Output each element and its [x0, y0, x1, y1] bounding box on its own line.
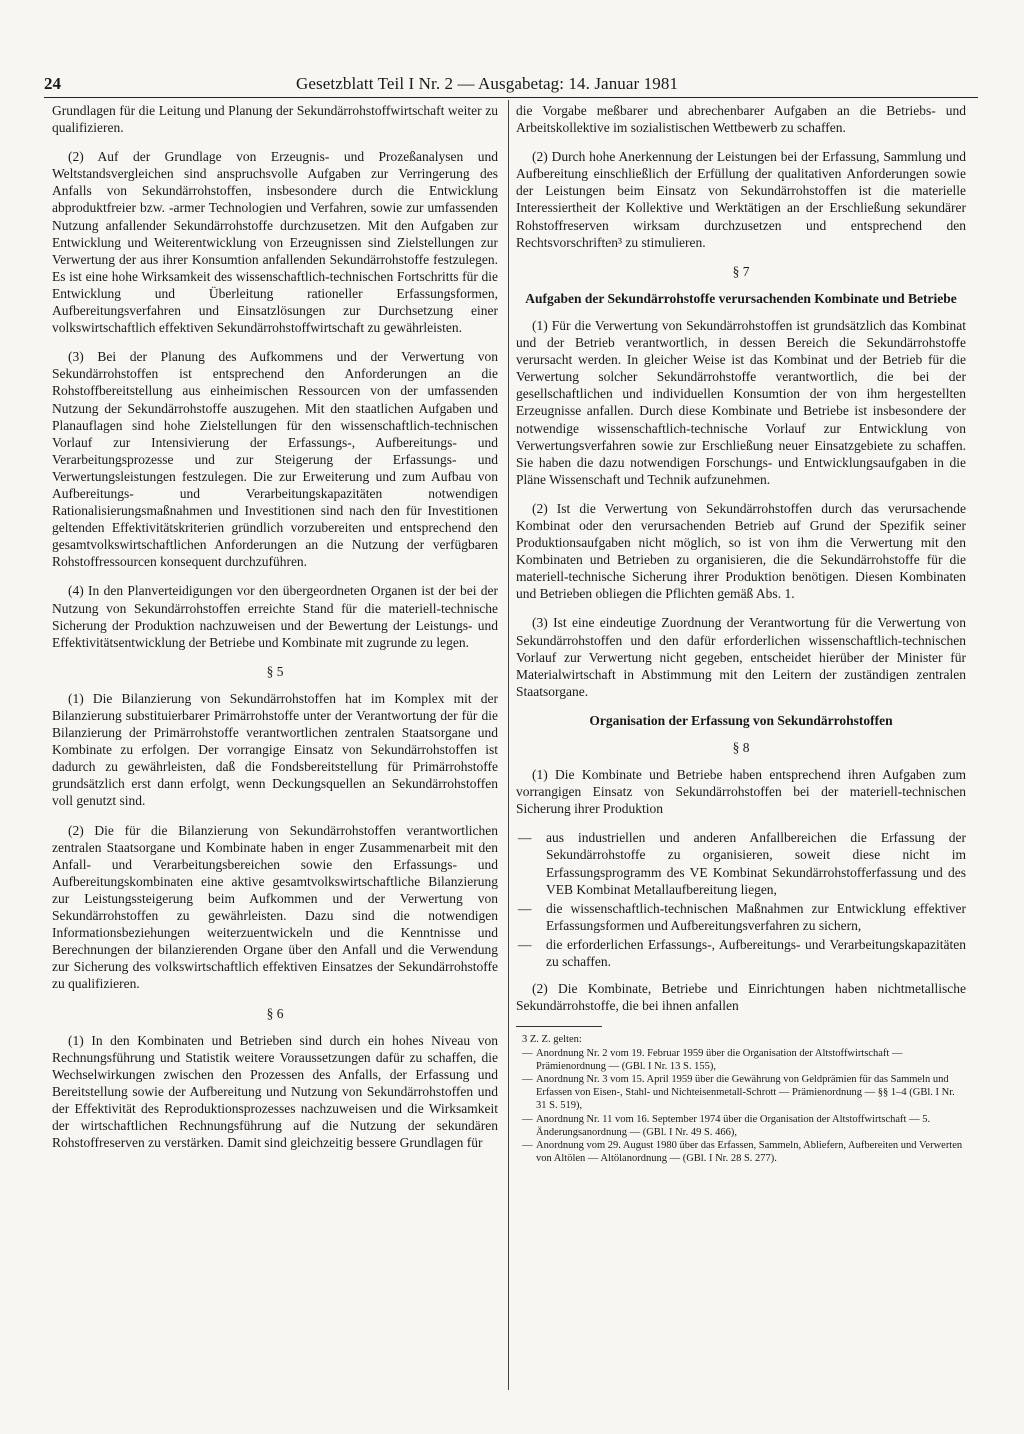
paragraph: (1) In den Kombinaten und Betrieben sind durch ein hohes Niveau von Rechnungsführung und Statistik weitere Voraussetzungen dafür zu schaffen, die Wechselwirkungen zwischen den Prozessen des Anfalls, der Erfassung und Bereitstellung sowie der Aufbereitung und Nutzung von Sekundärrohstoffen und der Effektivität des Reproduktionsprozesses nachzuweisen und die Wirksamkeit der wirtschaftlichen Rechnungsführung auf die Nutzung der sekundären Rohstoffreserven zu verstärken. Damit sind gleichzeitig bessere Grundlagen für: [52, 1032, 498, 1151]
footnote-text: Anordnung vom 29. August 1980 über das Erfassen, Sammeln, Abliefern, Aufbereiten und Verwerten von Altölen — Altölanordnung — (GBl. I Nr. 28 S. 277).: [536, 1139, 963, 1165]
footnotes: [516, 1033, 966, 1165]
dash-list: [516, 829, 966, 970]
paragraph: Grundlagen für die Leitung und Planung der Sekundärrohstoffwirtschaft weiter zu qualifizieren.: [52, 103, 498, 136]
page-header: [44, 74, 978, 98]
paragraph: (2) Durch hohe Anerkennung der Leistungen bei der Erfassung, Sammlung und Aufbereitung einschließlich der Erfüllung der qualitativen Anforderungen sowie der Leistungen beim Einsatz von Sekundärrohstoffen ist die materielle Interessiertheit der Kollektive und Werktätigen an der Erschließung sekundärer Rohstoffreserven wirksam durchzusetzen und entsprechend den Rechtsvorschriften³ zu stimulieren.: [516, 149, 966, 250]
section-heading-6: § 6: [266, 1005, 284, 1021]
footnote-text: Anordnung Nr. 3 vom 15. April 1959 über die Gewährung von Geldprämien für das Sammeln und Erfassen von Eisen-, Stahl- und Nichteisenmetall-Schrott — Prämienordnung — §§ 1–4 (GBl. I Nr. 31 S. 519),: [536, 1073, 955, 1112]
paragraph: (2) Die für die Bilanzierung von Sekundärrohstoffen verantwortlichen zentralen Staatsorgane und Kombinate haben in enger Zusammenarbeit mit den Anfall- und Verarbeitungsbereichen sowie den Erfassungs- und Aufbereitungskombinaten eine aktive gesamtvolkswirtschaftliche Bilanzierung zur Leistungssteigerung beim Aufkommen und der Verwertung von Sekundärrohstoffen zu gewährleisten. Dazu sind die notwendigen Informationsbeziehungen weiterzuentwickeln und die Kenntnisse und Berechnungen der bilanzierenden Organe über den Anfall und die Verwendung zur Sicherung des volkswirtschaftlich effektiven Einsatzes der Sekundärrohstoffe zu qualifizieren.: [52, 822, 498, 992]
left-column: [52, 102, 498, 1163]
footnote-item: [516, 1047, 966, 1073]
footnote-heading: 3 Z. Z. gelten:: [522, 1034, 582, 1046]
footnote-item: [516, 1113, 966, 1139]
paragraph: (2) Die Kombinate, Betriebe und Einrichtungen haben nichtmetallische Sekundärrohstoffe, die bei ihnen anfallen: [516, 981, 966, 1014]
footnote-rule: [516, 1026, 602, 1027]
header-rule: [44, 97, 978, 98]
dash-bullet: —: [518, 936, 532, 952]
dash-bullet: —: [522, 1113, 533, 1125]
paragraph: (2) Ist die Verwertung von Sekundärrohstoffen durch das verursachende Kombinat oder den verursachenden Betrieb auf Grund der Spezifik seiner Produktionsaufgaben nicht möglich, so ist von ihm die Verwertung mit den Kombinaten und Betrieben zu organisieren, die die Sekundärrohstoffe für die materiell-technische Sicherung ihrer Produktion benötigen. Diesen Kombinaten und Betrieben obliegen die Pflichten gemäß Abs. 1.: [516, 500, 966, 602]
list-item: [516, 829, 966, 897]
right-column: [516, 102, 966, 1165]
section-heading-7: § 7: [732, 263, 750, 279]
dash-bullet: —: [522, 1139, 533, 1151]
list-item-text: aus industriellen und anderen Anfallbereichen die Erfassung der Sekundärrohstoffe zu organisieren, soweit diese nicht im Erfassungsprogramm des VE Kombinat Sekundärrohstofferfassung und des VEB Kombinat Metallaufbereitung liegen,: [546, 830, 966, 897]
footnote-text: Anordnung Nr. 2 vom 19. Februar 1959 über die Organisation der Altstoffwirtschaft — Prämienordnung — (GBl. I Nr. 13 S. 155),: [536, 1047, 903, 1072]
section-heading-8: § 8: [732, 740, 750, 755]
running-title: Gesetzblatt Teil I Nr. 2 — Ausgabetag: 14. Januar 1981: [296, 74, 679, 93]
paragraph: (3) Bei der Planung des Aufkommens und der Verwertung von Sekundärrohstoffen ist entsprechend den Anforderungen an die Rohstoffbereitstellung aus einheimischen Ressourcen von der umfassenden Nutzung der Sekundärrohstoffe auszugehen. Mit den staatlichen Aufgaben und Planauflagen sind hohe Zielstellungen für den wissenschaftlich-technischen Vorlauf zur Intensivierung der Erfassungs-, Aufbereitungs- und Verarbeitungsprozesse und zur Steigerung der Erfassungs- und Verwertungsleistungen festzulegen. Die zur Erweiterung und zum Aufbau von Aufbereitungs- und Verarbeitungskapazitäten notwendigen Rationalisierungsmaßnahmen und Investitionen sind nach den für Investitionen geltenden Effektivitätskriterien gründlich vorzubereiten und entsprechend den gesamtvolkswirtschaftlichen Anforderungen an die Nutzung der verfügbaren Rohstoffressourcen konsequent durchzuführen.: [52, 349, 498, 570]
dash-bullet: —: [522, 1047, 533, 1059]
paragraph: (4) In den Planverteidigungen vor den übergeordneten Organen ist der bei der Nutzung von Sekundärrohstoffen erreichte Stand für die materiell-technische Sicherung der Produktion nachzuweisen und der Bewertung der Leistungs- und Effektivitätsentwicklung der Betriebe und Kombinate mit zugrunde zu legen.: [52, 583, 498, 650]
paragraph: die Vorgabe meßbarer und abrechenbarer Aufgaben an die Betriebs- und Arbeitskollektive im sozialistischen Wettbewerb zu schaffen.: [516, 103, 966, 136]
column-divider: [508, 100, 509, 1390]
dash-bullet: —: [518, 900, 532, 916]
list-item-text: die wissenschaftlich-technischen Maßnahmen zur Entwicklung effektiver Erfassungsformen und Aufbereitungsverfahren zu sichern,: [546, 900, 966, 933]
footnote-text: Anordnung Nr. 11 vom 16. September 1974 über die Organisation der Altstoffwirtschaft — 5. Änderungsanordnung — (GBl. I Nr. 49 S. 466),: [536, 1113, 931, 1138]
section-title-8: Organisation der Erfassung von Sekundärrohstoffen: [589, 712, 893, 728]
paragraph: (1) Für die Verwertung von Sekundärrohstoffen ist grundsätzlich das Kombinat und der Betrieb verantwortlich, in dessen Bereich die Sekundärrohstoffe verursacht werden. In gleicher Weise ist das Kombinat und der Betrieb für die Verwertung solcher Sekundärrohstoffe verantwortlich, die bei der gesellschaftlichen und individuellen Konsumtion der von ihm hergestellten Erzeugnisse anfallen. Durch diese Kombinate und Betriebe ist insbesondere der notwendige wissenschaftlich-technische Vorlauf zur Entwicklung von Verwertungsverfahren sowie zur Erschließung neuer Einsatzgebiete zu schaffen. Sie haben die dazu notwendigen Forschungs- und Entwicklungsaufgaben in die Pläne Wissenschaft und Technik aufzunehmen.: [516, 317, 966, 487]
footnote-item: [516, 1139, 966, 1165]
paragraph: (3) Ist eine eindeutige Zuordnung der Verantwortung für die Verwertung von Sekundärrohstoffen und den dafür erforderlichen wissenschaftlich-technischen Vorlauf zur Verwertung nicht gegeben, entscheidet hierüber der Minister für Materialwirtschaft in Abstimmung mit den Leitern der zuständigen zentralen Staatsorgane.: [516, 615, 966, 699]
page-number: 24: [44, 74, 61, 93]
dash-bullet: —: [522, 1073, 533, 1085]
list-item: [516, 900, 966, 934]
paragraph: (1) Die Kombinate und Betriebe haben entsprechend ihren Aufgaben zum vorrangigen Einsatz von Sekundärrohstoffen bei der materiell-technischen Sicherung ihrer Produktion: [516, 767, 966, 817]
section-title-7: Aufgaben der Sekundärrohstoffe verursachenden Kombinate und Betriebe: [525, 290, 957, 306]
footnote-item: [516, 1073, 966, 1113]
paragraph: (2) Auf der Grundlage von Erzeugnis- und Prozeßanalysen und Weltstandsvergleichen sind anspruchsvolle Aufgaben zur Verringerung des Anfalls von Sekundärrohstoffen, insbesondere durch die Entwicklung abproduktfreier bzw. -armer Technologien und Verfahren, sowie zur umfassenden Nutzung anfallender Sekundärrohstoffe durchzusetzen. Mit den Aufgaben zur Entwicklung und Weiterentwicklung von Erzeugnissen sind Zielstellungen zur Verwertung der aus ihrer Konsumtion anfallenden Sekundärrohstoffe festzulegen. Es ist eine hohe Wirksamkeit des wissenschaftlich-technischen Fortschritts für die Entwicklung und Überleitung rationeller Erfassungsformen, Aufbereitungsverfahren und Einsatzlösungen zur Durchsetzung einer volkswirtschaftlich effektiven Sekundärrohstoffwirtschaft zu gewährleisten.: [52, 149, 498, 336]
list-item-text: die erforderlichen Erfassungs-, Aufbereitungs- und Verarbeitungskapazitäten zu schaffen.: [546, 936, 966, 970]
list-item: [516, 936, 966, 970]
dash-bullet: —: [518, 830, 532, 846]
section-heading-5: § 5: [266, 663, 284, 679]
paragraph: (1) Die Bilanzierung von Sekundärrohstoffen hat im Komplex mit der Bilanzierung substituierbarer Primärrohstoffe unter der Verantwortung der für die Bilanzierung der Primärrohstoffe verantwortlichen zentralen Staatsorgane und Kombinate zu erfolgen. Der vorrangige Einsatz von Sekundärrohstoffen ist dadurch zu gewährleisten, daß die Fondsbereitstellung für Primärrohstoffe grundsätzlich erst dann erfolgt, wenn Deckungsquellen an Sekundärrohstoffen voll genutzt sind.: [52, 690, 498, 809]
